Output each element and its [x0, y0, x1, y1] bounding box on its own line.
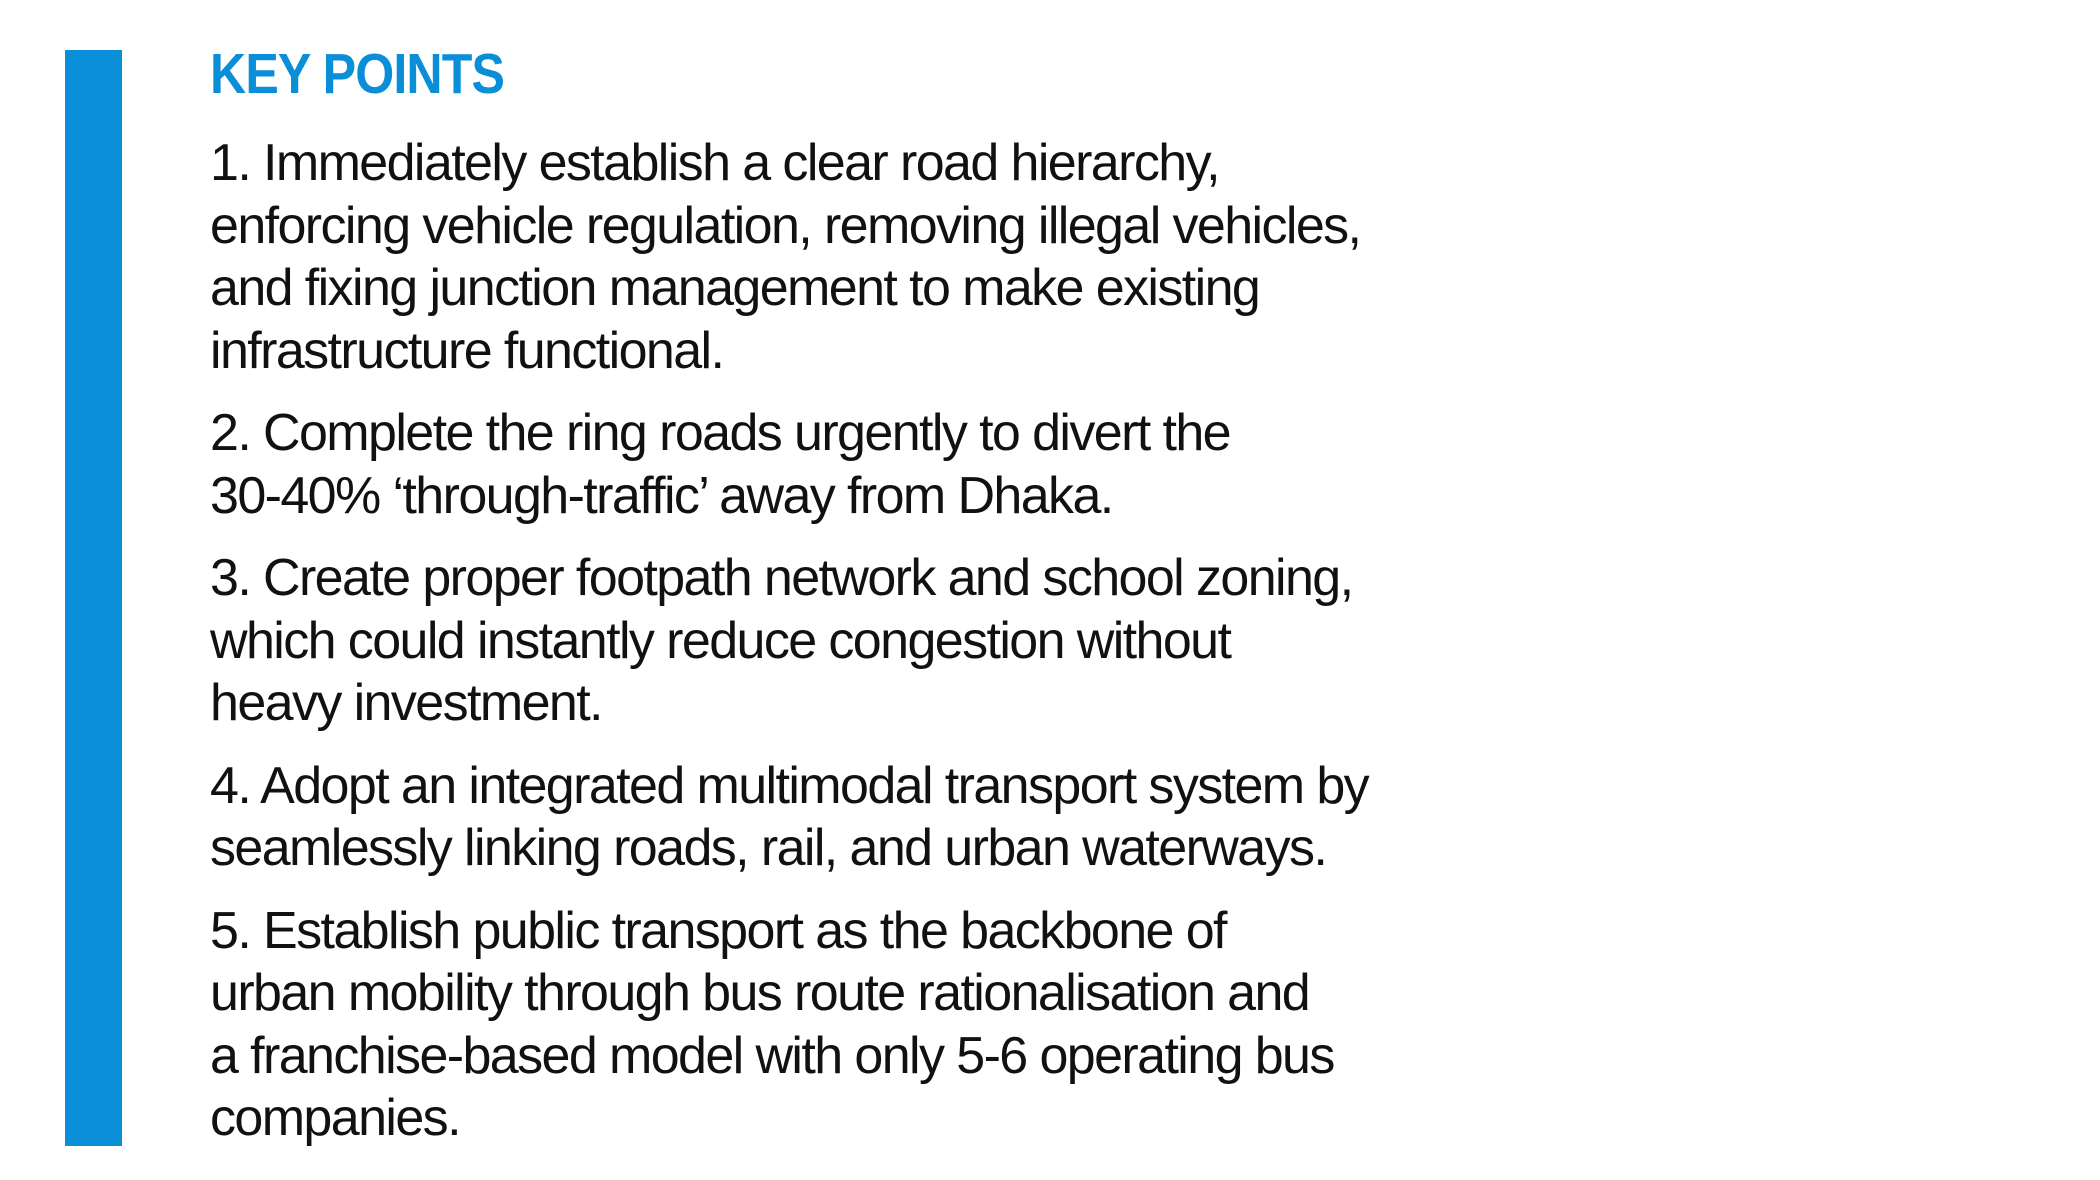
key-point-4: 4. Adopt an integrated multimodal transport system by seamlessly linking roads, rail, and urban waterways.: [210, 756, 1369, 877]
key-point-2: 2. Complete the ring roads urgently to divert the 30-40% ‘through-traffic’ away from Dhaka.: [210, 404, 1230, 525]
key-points-list: [210, 132, 1530, 1150]
key-point-3: 3. Create proper footpath network and school zoning, which could instantly reduce congestion without heavy investment.: [210, 549, 1353, 732]
key-point-5: 5. Establish public transport as the backbone of urban mobility through bus route rationalisation and a franchise-based model with only 5-6 operating bus companies.: [210, 901, 1334, 1147]
accent-bar: [65, 50, 122, 1146]
key-points-panel: [210, 38, 1530, 1170]
key-points-heading: KEY POINTS: [210, 42, 505, 106]
key-point-1: 1. Immediately establish a clear road hierarchy, enforcing vehicle regulation, removing illegal vehicles, and fixing junction management to make existing infrastructure functional.: [210, 134, 1361, 380]
